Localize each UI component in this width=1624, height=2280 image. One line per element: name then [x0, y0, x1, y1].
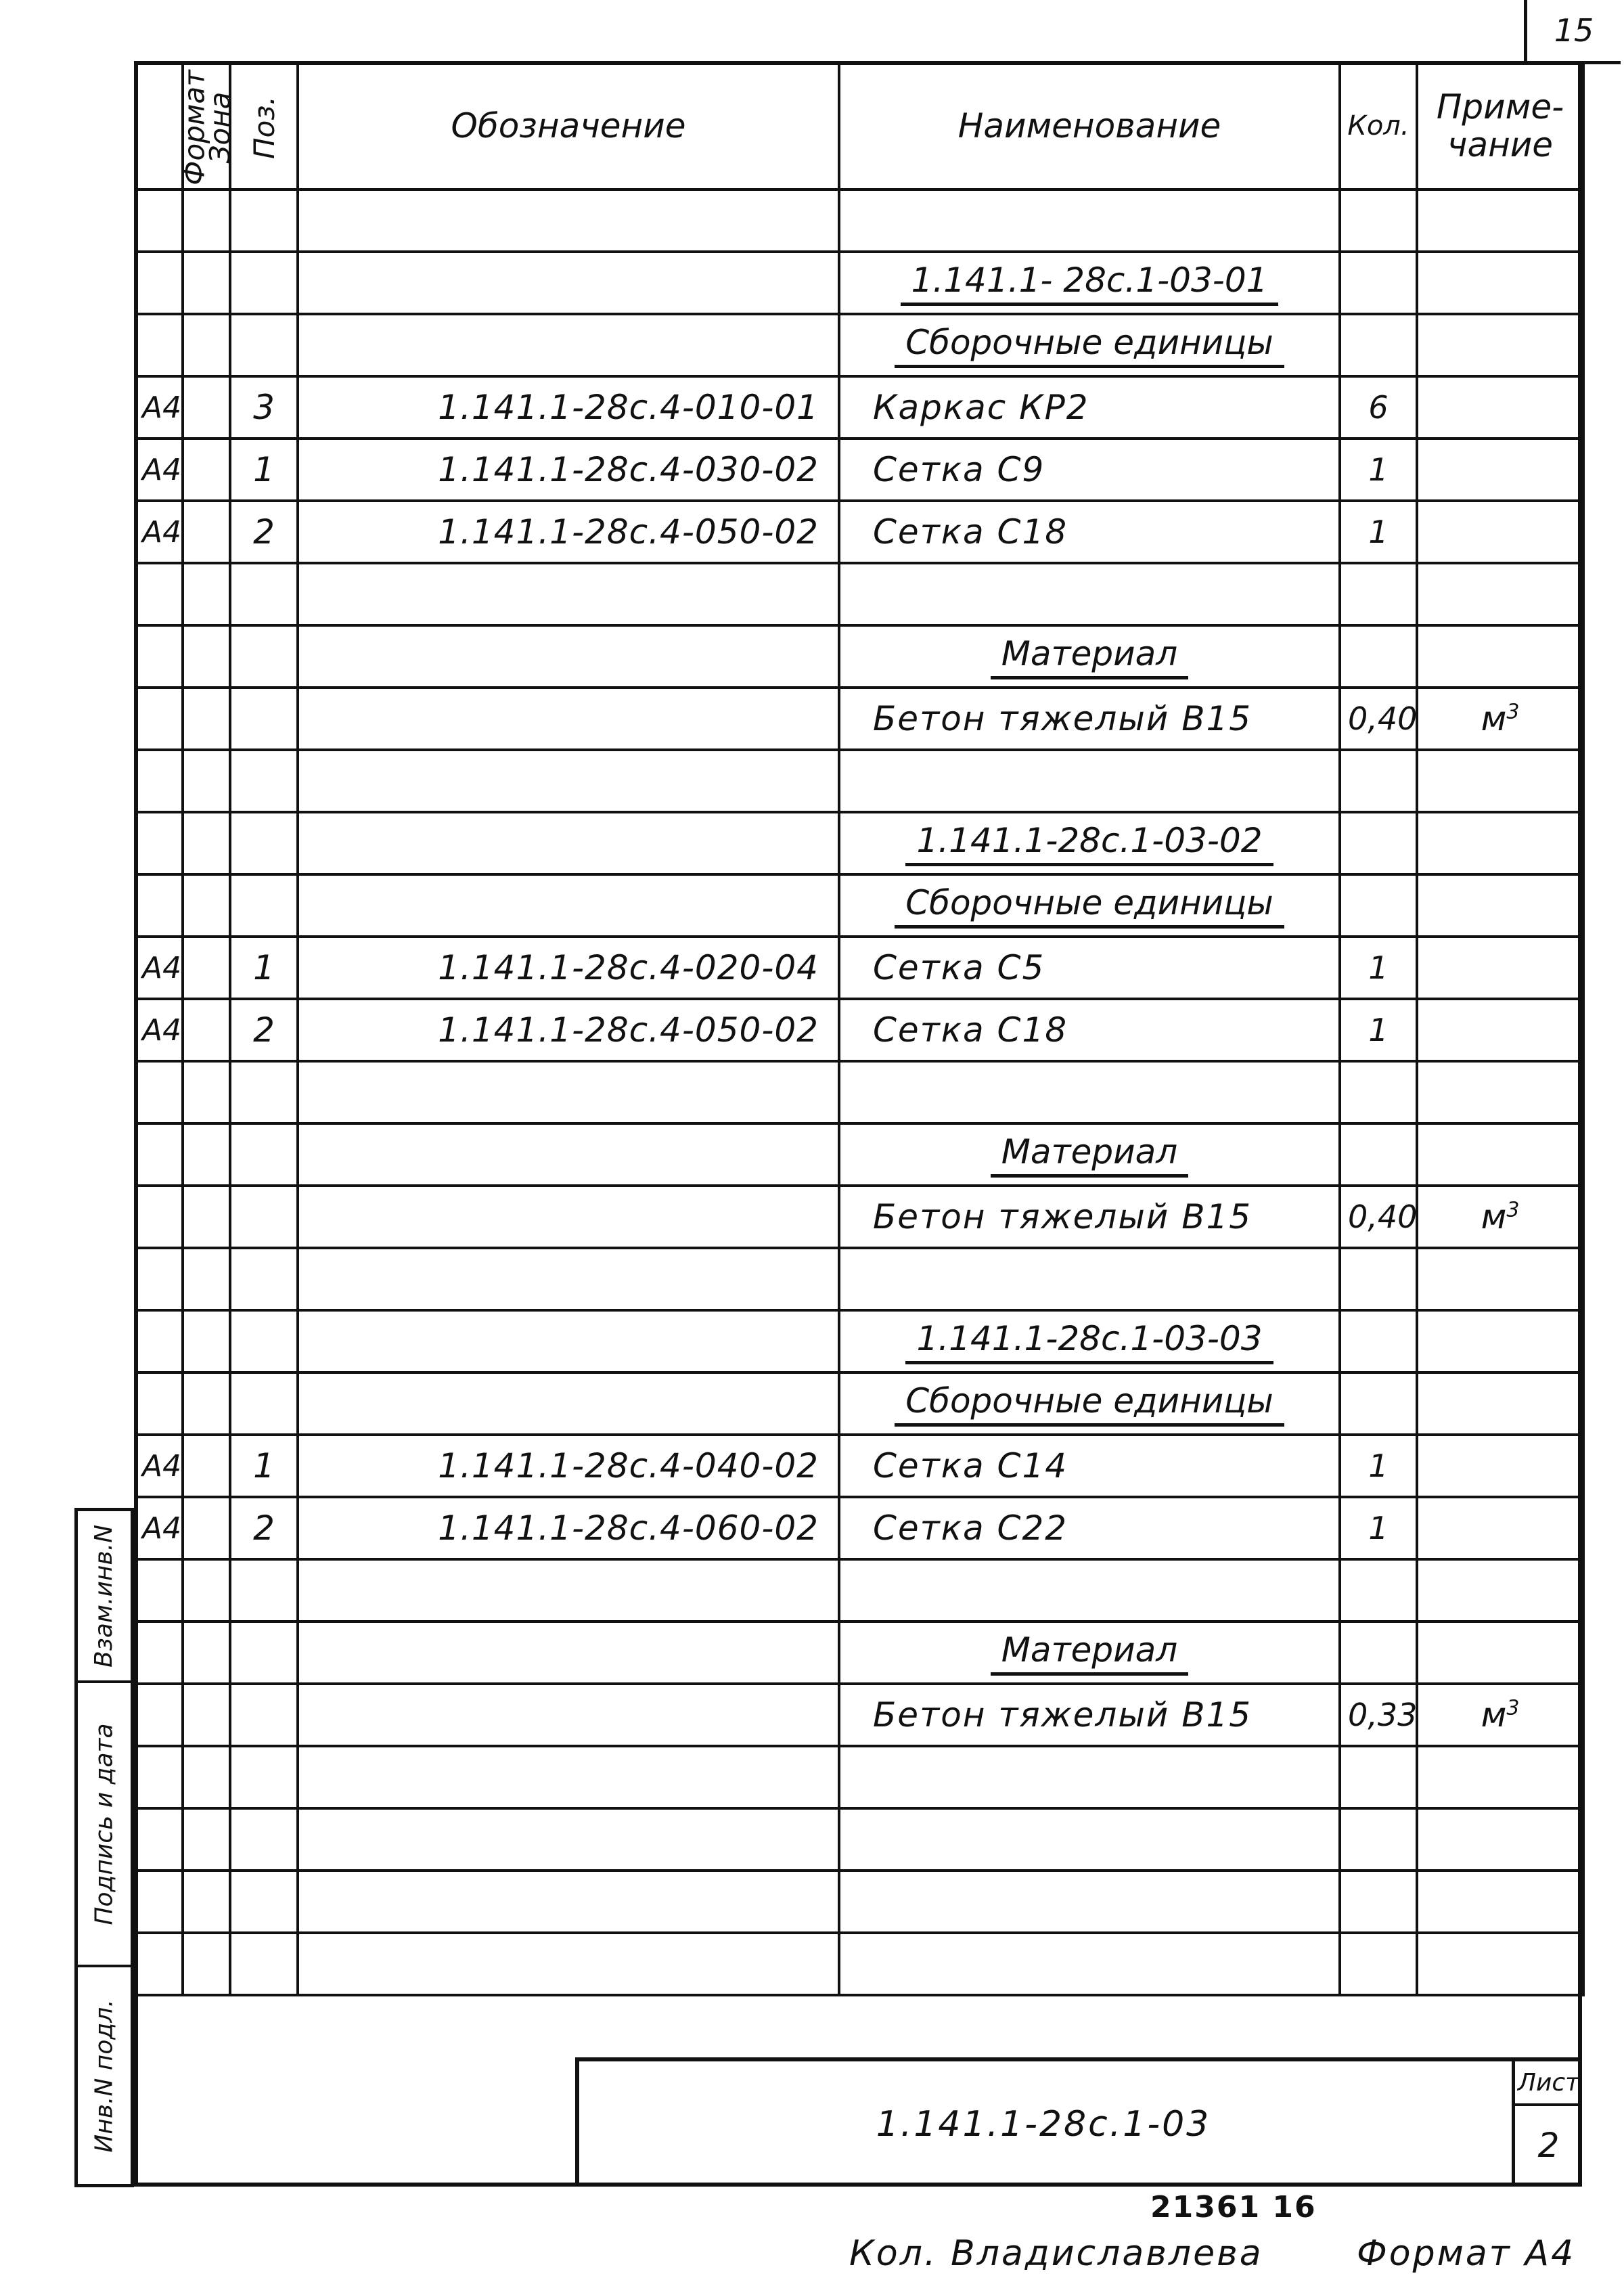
format-cell	[135, 1248, 183, 1310]
name-cell: Сетка С22	[839, 1497, 1340, 1559]
note-cell: $м^3$	[1417, 1186, 1583, 1248]
blank-row	[135, 189, 1583, 252]
position-cell	[230, 314, 298, 376]
section-heading: Сборочные единицы	[839, 874, 1340, 937]
specification-row	[135, 376, 1583, 439]
position-cell	[230, 252, 298, 314]
designation-cell	[298, 1248, 839, 1310]
position-cell	[230, 1123, 298, 1186]
format-cell: А4	[135, 439, 183, 501]
name-column-header: Наименование	[839, 62, 1340, 189]
format-cell	[135, 1123, 183, 1186]
blank-row	[135, 1248, 1583, 1310]
quantity-cell	[1340, 1871, 1417, 1933]
blank-row	[135, 1746, 1583, 1808]
name-cell	[839, 1559, 1340, 1622]
format-cell	[135, 1372, 183, 1435]
zone-cell	[183, 1435, 230, 1497]
zone-column-header: Зона	[183, 62, 230, 189]
zone-cell	[183, 1186, 230, 1248]
position-cell	[230, 1746, 298, 1808]
name-cell	[839, 1248, 1340, 1310]
format-cell: А4	[135, 999, 183, 1061]
position-cell: 1	[230, 1435, 298, 1497]
zone-cell	[183, 1559, 230, 1622]
format-cell	[135, 1808, 183, 1871]
quantity-cell: 6	[1340, 376, 1417, 439]
specification-row	[135, 1186, 1583, 1248]
format-cell: А4	[135, 1435, 183, 1497]
designation-cell	[298, 1123, 839, 1186]
position-cell: 2	[230, 999, 298, 1061]
designation-cell	[298, 314, 839, 376]
quantity-cell	[1340, 1372, 1417, 1435]
note-cell	[1417, 1746, 1583, 1808]
designation-cell	[298, 1871, 839, 1933]
document-designation: 1.141.1-28с.1-03	[876, 2103, 1211, 2145]
quantity-cell	[1340, 1746, 1417, 1808]
position-cell	[230, 1559, 298, 1622]
zone-cell	[183, 314, 230, 376]
zone-cell	[183, 563, 230, 625]
section-heading-row	[135, 812, 1583, 874]
specification-row	[135, 501, 1583, 563]
blank-row	[135, 1061, 1583, 1123]
header-row	[135, 62, 1583, 189]
position-cell	[230, 874, 298, 937]
name-cell: Сетка С18	[839, 501, 1340, 563]
zone-cell	[183, 688, 230, 750]
quantity-cell	[1340, 1622, 1417, 1684]
position-cell	[230, 1372, 298, 1435]
note-cell	[1417, 1559, 1583, 1622]
position-cell	[230, 1310, 298, 1372]
note-cell	[1417, 937, 1583, 999]
specification-table	[134, 61, 1585, 1996]
quantity-cell	[1340, 314, 1417, 376]
note-cell	[1417, 439, 1583, 501]
position-cell	[230, 750, 298, 812]
zone-cell	[183, 1684, 230, 1746]
format-cell: А4	[135, 937, 183, 999]
name-cell: Сетка С18	[839, 999, 1340, 1061]
format-cell	[135, 1310, 183, 1372]
specification-rows	[135, 189, 1583, 1995]
note-cell	[1417, 1435, 1583, 1497]
format-cell	[135, 812, 183, 874]
original-inventory-cell: Инв.N подл.	[90, 1998, 118, 2153]
blank-row	[135, 1871, 1583, 1933]
zone-cell	[183, 439, 230, 501]
quantity-cell	[1340, 874, 1417, 937]
designation-cell	[298, 1622, 839, 1684]
section-heading-row	[135, 252, 1583, 314]
designation-cell	[298, 1186, 839, 1248]
note-cell	[1417, 563, 1583, 625]
format-cell	[135, 1746, 183, 1808]
quantity-cell: 1	[1340, 439, 1417, 501]
note-cell	[1417, 1123, 1583, 1186]
designation-cell	[298, 812, 839, 874]
note-cell: $м^3$	[1417, 688, 1583, 750]
section-heading: Материал	[839, 1123, 1340, 1186]
zone-cell	[183, 1061, 230, 1123]
designation-cell: 1.141.1-28с.4-040-02	[298, 1435, 839, 1497]
section-heading: 1.141.1-28с.1-03-02	[839, 812, 1340, 874]
section-heading-row	[135, 1123, 1583, 1186]
section-heading: Сборочные единицы	[839, 314, 1340, 376]
signature-date-cell: Подпись и дата	[78, 1683, 131, 1967]
blank-row	[135, 1933, 1583, 1995]
zone-cell	[183, 1808, 230, 1871]
format-cell	[135, 1186, 183, 1248]
note-cell	[1417, 1622, 1583, 1684]
blank-row	[135, 750, 1583, 812]
section-heading: Материал	[839, 625, 1340, 688]
quantity-cell	[1340, 189, 1417, 252]
position-cell: 1	[230, 937, 298, 999]
zone-cell	[183, 501, 230, 563]
specification-row	[135, 999, 1583, 1061]
position-cell: 1	[230, 439, 298, 501]
note-cell	[1417, 1497, 1583, 1559]
zone-cell	[183, 812, 230, 874]
position-cell	[230, 1622, 298, 1684]
position-cell: 2	[230, 501, 298, 563]
format-cell	[135, 563, 183, 625]
designation-cell	[298, 1808, 839, 1871]
designation-cell	[298, 1559, 839, 1622]
section-heading-row	[135, 1622, 1583, 1684]
quantity-cell	[1340, 1123, 1417, 1186]
format-cell: А4	[135, 1497, 183, 1559]
quantity-cell	[1340, 252, 1417, 314]
format-cell	[135, 1933, 183, 1995]
quantity-cell: 1	[1340, 999, 1417, 1061]
quantity-cell: 1	[1340, 1497, 1417, 1559]
name-cell: Каркас КР2	[839, 376, 1340, 439]
note-column-header: Приме- чание	[1417, 62, 1583, 189]
designation-cell: 1.141.1-28с.4-050-02	[298, 999, 839, 1061]
designation-cell	[298, 1372, 839, 1435]
format-column-header: Формат	[135, 62, 183, 189]
position-cell: 2	[230, 1497, 298, 1559]
note-cell	[1417, 1372, 1583, 1435]
section-heading-row	[135, 874, 1583, 937]
quantity-cell	[1340, 812, 1417, 874]
designation-cell: 1.141.1-28с.4-010-01	[298, 376, 839, 439]
designation-cell: 1.141.1-28с.4-060-02	[298, 1497, 839, 1559]
quantity-cell	[1340, 1061, 1417, 1123]
zone-cell	[183, 1871, 230, 1933]
format-cell	[135, 1061, 183, 1123]
zone-cell	[183, 189, 230, 252]
zone-cell	[183, 874, 230, 937]
zone-cell	[183, 1123, 230, 1186]
zone-cell	[183, 937, 230, 999]
position-cell	[230, 563, 298, 625]
page-number: 15	[1524, 0, 1621, 64]
designation-cell	[298, 625, 839, 688]
quantity-cell	[1340, 1933, 1417, 1995]
note-cell	[1417, 314, 1583, 376]
quantity-cell	[1340, 750, 1417, 812]
format-cell	[135, 314, 183, 376]
quantity-cell: 1	[1340, 1435, 1417, 1497]
format-cell	[135, 1622, 183, 1684]
designation-cell	[298, 252, 839, 314]
title-block	[575, 2057, 1582, 2187]
note-cell	[1417, 625, 1583, 688]
designation-cell	[298, 750, 839, 812]
note-cell	[1417, 376, 1583, 439]
name-cell	[839, 189, 1340, 252]
specification-row	[135, 439, 1583, 501]
note-cell	[1417, 1061, 1583, 1123]
position-cell	[230, 1933, 298, 1995]
zone-cell	[183, 999, 230, 1061]
quantity-cell: 0,33	[1340, 1684, 1417, 1746]
zone-cell	[183, 1746, 230, 1808]
name-cell: Бетон тяжелый В15	[839, 688, 1340, 750]
sheet-label: Лист	[1515, 2061, 1582, 2106]
specification-row	[135, 1497, 1583, 1559]
position-cell	[230, 1684, 298, 1746]
position-cell	[230, 1186, 298, 1248]
replacement-inventory-cell: Взам.инв.N	[78, 1511, 131, 1683]
note-cell	[1417, 1310, 1583, 1372]
name-cell	[839, 750, 1340, 812]
designation-cell	[298, 874, 839, 937]
position-cell	[230, 1871, 298, 1933]
note-cell	[1417, 750, 1583, 812]
format-cell	[135, 874, 183, 937]
blank-row	[135, 1559, 1583, 1622]
designation-cell: 1.141.1-28с.4-030-02	[298, 439, 839, 501]
name-cell	[839, 1933, 1340, 1995]
name-cell: Сетка С9	[839, 439, 1340, 501]
designation-cell: 1.141.1-28с.4-050-02	[298, 501, 839, 563]
designation-cell	[298, 1061, 839, 1123]
format-cell	[135, 189, 183, 252]
quantity-cell	[1340, 563, 1417, 625]
position-cell	[230, 625, 298, 688]
format-cell	[135, 252, 183, 314]
zone-cell	[183, 1372, 230, 1435]
section-heading-row	[135, 314, 1583, 376]
quantity-cell	[1340, 625, 1417, 688]
specification-row	[135, 688, 1583, 750]
position-cell	[230, 1248, 298, 1310]
position-cell	[230, 1061, 298, 1123]
designation-cell	[298, 1310, 839, 1372]
designation-column-header: Обозначение	[298, 62, 839, 189]
zone-cell	[183, 750, 230, 812]
name-cell: Бетон тяжелый В15	[839, 1684, 1340, 1746]
designation-cell	[298, 1933, 839, 1995]
zone-cell	[183, 1933, 230, 1995]
note-cell	[1417, 1871, 1583, 1933]
section-heading-row	[135, 1310, 1583, 1372]
zone-cell	[183, 252, 230, 314]
name-cell	[839, 1808, 1340, 1871]
blank-row	[135, 1808, 1583, 1871]
format-cell: А4	[135, 501, 183, 563]
name-cell: Сетка С14	[839, 1435, 1340, 1497]
name-cell: Бетон тяжелый В15	[839, 1186, 1340, 1248]
format-cell	[135, 750, 183, 812]
note-cell	[1417, 501, 1583, 563]
note-cell	[1417, 252, 1583, 314]
position-cell	[230, 812, 298, 874]
quantity-cell: 0,40	[1340, 1186, 1417, 1248]
format-cell	[135, 688, 183, 750]
format-cell	[135, 625, 183, 688]
section-heading: 1.141.1- 28с.1-03-01	[839, 252, 1340, 314]
note-cell	[1417, 999, 1583, 1061]
side-stamp-strip	[74, 1508, 134, 2187]
name-cell: Сетка С5	[839, 937, 1340, 999]
quantity-cell	[1340, 1248, 1417, 1310]
designation-cell	[298, 1746, 839, 1808]
format-cell	[135, 1559, 183, 1622]
quantity-cell	[1340, 1559, 1417, 1622]
section-heading-row	[135, 1372, 1583, 1435]
specification-row	[135, 1684, 1583, 1746]
note-cell	[1417, 1248, 1583, 1310]
specification-row	[135, 937, 1583, 999]
format-cell: А4	[135, 376, 183, 439]
sheet-cell	[1512, 2061, 1582, 2187]
paper-format: Формат А4	[1357, 2233, 1576, 2274]
note-cell	[1417, 812, 1583, 874]
quantity-column-header: Кол.	[1340, 62, 1417, 189]
designation-cell	[298, 688, 839, 750]
note-cell: $м^3$	[1417, 1684, 1583, 1746]
zone-cell	[183, 1310, 230, 1372]
quantity-cell	[1340, 1808, 1417, 1871]
note-cell	[1417, 1808, 1583, 1871]
note-cell	[1417, 1933, 1583, 1995]
quantity-cell	[1340, 1310, 1417, 1372]
designation-cell	[298, 563, 839, 625]
specification-row	[135, 1435, 1583, 1497]
quantity-cell: 1	[1340, 501, 1417, 563]
archive-number: 21361 16	[1150, 2190, 1317, 2225]
name-cell	[839, 1746, 1340, 1808]
quantity-cell: 1	[1340, 937, 1417, 999]
section-heading: Материал	[839, 1622, 1340, 1684]
sheet-number: 2	[1537, 2125, 1560, 2165]
position-cell	[230, 688, 298, 750]
name-cell	[839, 563, 1340, 625]
designation-cell: 1.141.1-28с.4-020-04	[298, 937, 839, 999]
designation-cell	[298, 1684, 839, 1746]
position-cell: 3	[230, 376, 298, 439]
zone-cell	[183, 1622, 230, 1684]
zone-cell	[183, 625, 230, 688]
note-cell	[1417, 189, 1583, 252]
format-cell	[135, 1684, 183, 1746]
zone-cell	[183, 1248, 230, 1310]
zone-cell	[183, 376, 230, 439]
format-cell	[135, 1871, 183, 1933]
zone-cell	[183, 1497, 230, 1559]
note-cell	[1417, 874, 1583, 937]
section-heading-row	[135, 625, 1583, 688]
name-cell	[839, 1061, 1340, 1123]
copied-by: Кол. Владиславлева	[849, 2233, 1263, 2274]
position-cell	[230, 189, 298, 252]
section-heading: 1.141.1-28с.1-03-03	[839, 1310, 1340, 1372]
position-cell	[230, 1808, 298, 1871]
position-column-header: Поз.	[230, 62, 298, 189]
designation-cell	[298, 189, 839, 252]
blank-row	[135, 563, 1583, 625]
section-heading: Сборочные единицы	[839, 1372, 1340, 1435]
quantity-cell: 0,40	[1340, 688, 1417, 750]
name-cell	[839, 1871, 1340, 1933]
